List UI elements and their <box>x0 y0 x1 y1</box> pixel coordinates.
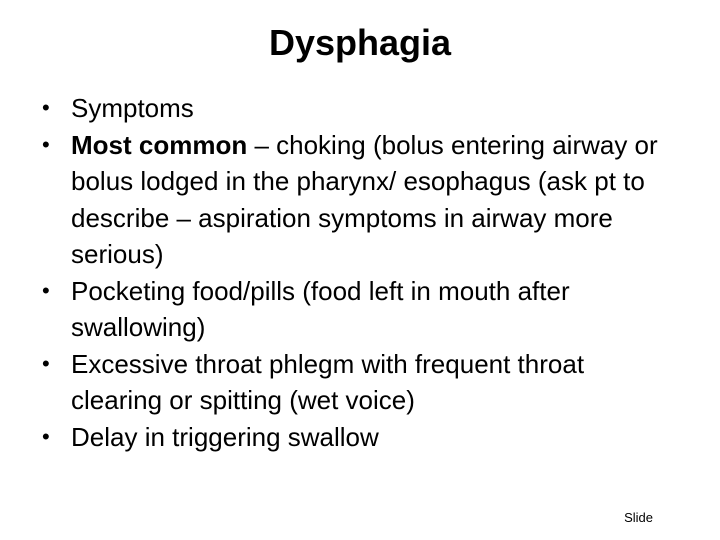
bullet-icon: • <box>42 95 50 120</box>
bullet-text: Delay in triggering swallow <box>71 421 379 452</box>
bullet-item-symptoms <box>42 90 682 127</box>
bullet-text: – choking (bolus entering airway or bolus lodged in the pharynx/ esophagus (ask pt to describe – aspiration symptoms in airway more serious) <box>71 129 658 269</box>
bullet-text: Excessive throat phlegm with frequent throat clearing or spitting (wet voice) <box>71 348 585 415</box>
bullet-lead: Most common <box>71 129 248 160</box>
slide-footer-label: Slide <box>624 510 653 525</box>
bullet-icon: • <box>42 350 50 376</box>
bullet-item-most-common <box>42 127 682 273</box>
bullet-icon: • <box>42 277 50 303</box>
bullet-text: Symptoms <box>71 93 194 123</box>
bullet-item-delay <box>42 419 682 456</box>
bullet-icon: • <box>42 131 50 157</box>
bullet-list <box>42 90 682 455</box>
slide-title: Dysphagia <box>268 22 452 63</box>
bullet-text: Pocketing food/pills (food left in mouth after swallowing) <box>71 275 570 342</box>
bullet-icon: • <box>42 423 50 449</box>
bullet-item-pocketing <box>42 273 682 346</box>
bullet-item-phlegm <box>42 346 682 419</box>
